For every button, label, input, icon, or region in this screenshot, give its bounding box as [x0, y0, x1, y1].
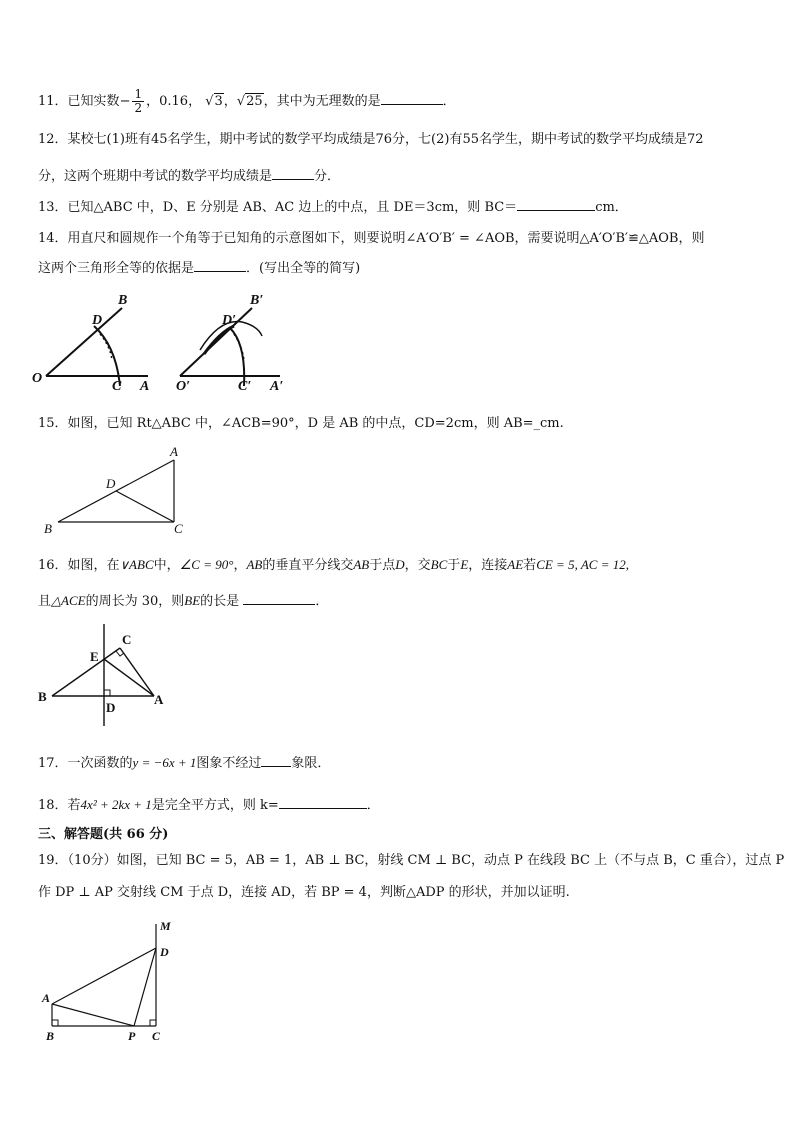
q11-value1: 0.16， — [159, 94, 202, 109]
fig15-label-d: D — [106, 476, 116, 491]
fig19-label-c: C — [152, 1029, 161, 1043]
q16-ace: △ACE — [51, 593, 86, 608]
q16-ce: CE = 5, AC = 12, — [536, 557, 629, 572]
q11-sqrt25-rad: 25 — [246, 94, 263, 109]
q17-end: 象限． — [291, 756, 331, 771]
q13-end: cm． — [595, 200, 628, 215]
q11-number: 11． — [38, 94, 68, 109]
fig19-label-a: A — [42, 991, 51, 1005]
ray-o2b2 — [180, 308, 252, 376]
fig14-label-c: C — [112, 379, 122, 394]
question-14-line2 — [38, 259, 360, 278]
fig16-label-b: B — [38, 689, 47, 704]
figure-19 — [38, 916, 178, 1046]
q11-frac-den: 2 — [134, 101, 143, 115]
answer-blank[interactable] — [272, 167, 314, 180]
q16-be: BE — [184, 593, 201, 608]
question-11 — [38, 88, 456, 115]
q16-line1i: 若 — [523, 558, 537, 573]
q18-end: ． — [366, 798, 380, 813]
q12-line2a: 分，这两个班期中考试的数学平均成绩是 — [38, 169, 273, 184]
fig19-label-d: D — [160, 945, 169, 959]
question-12-line2 — [38, 167, 340, 186]
fig15-label-a: A — [170, 444, 178, 459]
figure-15 — [40, 442, 200, 538]
q16-line2c: 的长是 — [200, 594, 240, 609]
q12-line1: 12．某校七(1)班有45名学生，期中考试的数学平均成绩是76分，七(2)有55名学生，期中考试的数学平均成绩是72 — [38, 132, 704, 147]
q16-angle: ∠C = 90° — [179, 557, 234, 572]
q16-d: D — [395, 557, 405, 572]
segment-ad — [52, 948, 156, 1004]
q16-line2a: 且 — [38, 594, 52, 609]
q19-line1: 19．（10分）如图，已知 BC = 5，AB = 1，AB ⊥ BC，射线 CM ⊥ BC，动点 P 在线段 BC 上（不与点 B，C 重合），过点 P — [38, 853, 785, 868]
q16-line1g: 于 — [447, 558, 461, 573]
q11-frac-num: 1 — [134, 87, 143, 101]
fig15-label-b: B — [44, 521, 52, 536]
q16-e: E — [460, 557, 469, 572]
q11-sqrt3: √3 — [205, 94, 223, 109]
q19-line2: 作 DP ⊥ AP 交射线 CM 于点 D，连接 AD，若 BP = 4，判断△ADP 的形状，并加以证明. — [38, 885, 570, 900]
fig14-label-b: B — [118, 293, 128, 308]
question-17 — [38, 754, 330, 773]
q16-line1c: ， — [233, 558, 247, 573]
figure-16 — [30, 618, 180, 730]
fig14-label-b2: B′ — [250, 293, 264, 308]
q16-line1b: 中， — [153, 558, 180, 573]
question-15 — [38, 415, 564, 433]
q18-pre: 18．若 — [38, 798, 81, 813]
q16-line2b: 的周长为 30，则 — [85, 594, 185, 609]
section-title — [38, 826, 168, 844]
q11-sep1: ， — [146, 94, 160, 109]
question-14-line1 — [38, 230, 704, 248]
q16-line1f: ，交 — [404, 558, 431, 573]
fig14-label-o: O — [32, 371, 43, 386]
question-19-line1 — [38, 852, 784, 870]
question-19-line2 — [38, 884, 570, 902]
q13-text: 13．已知△ABC 中，D、E 分别是 AB、AC 边上的中点，且 DE＝3cm，则 BC＝ — [38, 200, 518, 215]
q14-line2b: ．(写出全等的简写) — [246, 261, 361, 276]
question-16-line2 — [38, 592, 328, 611]
section-title-text: 三、解答题(共 66 分) — [38, 827, 169, 842]
q16-ab2: AB — [353, 557, 370, 572]
q16-end: ． — [315, 594, 329, 609]
answer-blank[interactable] — [194, 259, 246, 272]
fig14-label-d2: D′ — [222, 313, 237, 328]
fig14-label-a: A — [140, 379, 150, 394]
side-bc — [52, 648, 120, 696]
q11-fraction — [132, 88, 144, 115]
fig14-label-o2: O′ — [176, 379, 191, 394]
q11-prefix: 已知实数 — [67, 94, 120, 109]
q18-post: 是完全平方式，则 k= — [151, 798, 279, 813]
q11-end: ． — [442, 94, 456, 109]
segment-ae — [104, 659, 154, 696]
q14-line2a: 这两个三角形全等的依据是 — [38, 261, 195, 276]
q16-triangle: ∨ABC — [119, 557, 154, 572]
fig19-label-m: M — [160, 919, 171, 933]
q11-sqrt25: √25 — [236, 94, 263, 109]
q11-sqrt3-rad: 3 — [214, 94, 223, 109]
fig16-label-e: E — [90, 649, 99, 664]
arc-right — [230, 328, 244, 386]
fig14-label-c2: C′ — [238, 379, 252, 394]
segment-ap — [52, 1004, 134, 1026]
fig19-label-p: P — [128, 1029, 136, 1043]
question-16-line1 — [38, 556, 629, 575]
q16-bc: BC — [430, 557, 448, 572]
q11-minus: − — [119, 94, 131, 109]
fig16-label-c: C — [122, 632, 132, 647]
q18-equation: 4x² + 2kx + 1 — [80, 797, 152, 812]
right-angle-c — [150, 1020, 156, 1026]
side-ca — [120, 648, 154, 696]
q16-ae: AE — [507, 557, 524, 572]
fig16-label-d: D — [106, 700, 116, 715]
fig19-label-b: B — [46, 1029, 55, 1043]
segment-cd — [116, 491, 174, 522]
question-12-line1 — [38, 131, 704, 149]
q16-line1h: ，连接 — [468, 558, 508, 573]
q17-pre: 17．一次函数的 — [38, 756, 133, 771]
q17-equation: y = −6x + 1 — [132, 755, 197, 770]
answer-blank[interactable] — [517, 198, 595, 211]
fig14-label-a2: A′ — [270, 379, 284, 394]
ray-ob — [46, 308, 122, 376]
answer-blank[interactable] — [261, 754, 291, 767]
fig16-label-a: A — [154, 692, 164, 707]
right-angle-d — [104, 690, 110, 696]
answer-blank[interactable] — [381, 92, 443, 105]
q11-sep2: ， — [223, 94, 237, 109]
q17-post: 图象不经过 — [196, 756, 262, 771]
figure-14 — [30, 288, 300, 398]
answer-blank[interactable] — [279, 796, 367, 809]
q11-post: ，其中为无理数的是 — [263, 94, 381, 109]
q16-ab: AB — [246, 557, 263, 572]
q15-text: 15．如图，已知 Rt△ABC 中，∠ACB=90°，D 是 AB 的中点，CD=2cm，则 AB=_cm. — [38, 416, 564, 431]
answer-blank[interactable] — [243, 592, 315, 605]
q16-line1a: 16．如图，在 — [38, 558, 120, 573]
segment-dp — [134, 948, 156, 1026]
q16-line1e: 于点 — [369, 558, 396, 573]
q12-line2b: 分． — [314, 169, 341, 184]
fig14-label-d: D — [92, 313, 103, 328]
right-angle-b — [52, 1020, 58, 1026]
q16-line1d: 的垂直平分线交 — [262, 558, 354, 573]
question-18 — [38, 796, 380, 815]
q14-line1: 14．用直尺和圆规作一个角等于已知角的示意图如下，则要说明∠A′O′B′ = ∠AOB，需要说明△A′O′B′≌△AOB，则 — [38, 231, 705, 246]
question-13 — [38, 198, 628, 217]
fig15-label-c: C — [174, 521, 183, 536]
